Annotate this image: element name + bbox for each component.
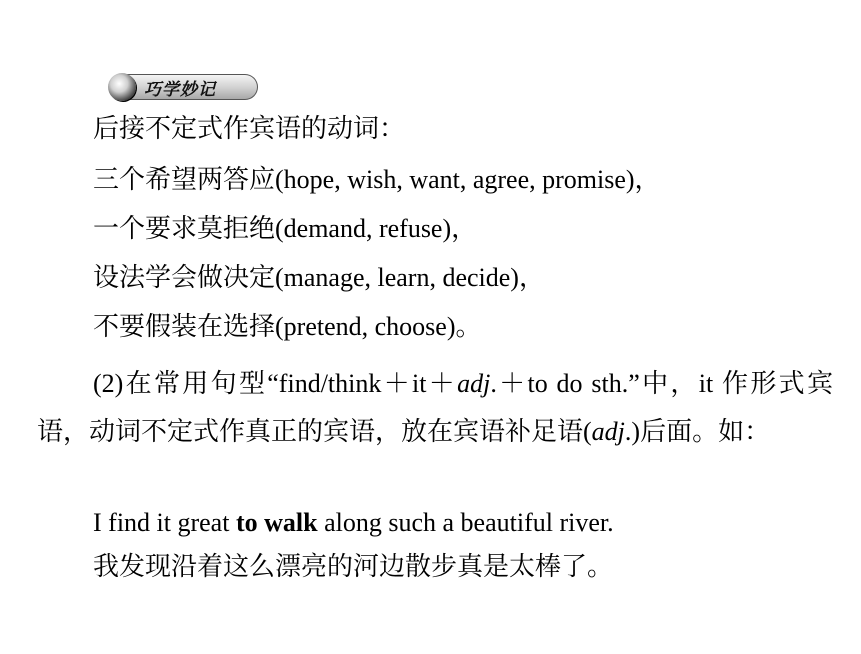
example-en-bold: to walk — [235, 508, 318, 537]
grammar-note-paragraph — [37, 360, 833, 456]
mnemonic-line-2: 一个要求莫拒绝(demand, refuse)， — [93, 214, 478, 243]
note-text-2: .＋to do sth.”中，it 作形式宾语，动词不定式作真正的宾语，放在宾语补足语( — [37, 369, 833, 446]
mnemonic-heading: 后接不定式作宾语的动词： — [93, 114, 406, 143]
note-text-1: (2)在常用句型“find/think＋it＋ — [93, 369, 458, 398]
example-chinese: 我发现沿着这么漂亮的河边散步真是太棒了。 — [93, 552, 614, 581]
example-english — [93, 508, 614, 538]
note-text-3: .)后面。如： — [624, 417, 771, 446]
mnemonic-line-4: 不要假装在选择(pretend, choose)。 — [93, 312, 482, 341]
mnemonic-line-1: 三个希望两答应(hope, wish, want, agree, promise)， — [93, 165, 661, 194]
badge-label: 巧学妙记 — [144, 79, 216, 100]
note-adj-2: adj — [591, 417, 625, 446]
example-en-after: along such a beautiful river. — [317, 508, 614, 537]
note-adj-1: adj — [457, 369, 491, 398]
badge-bar — [126, 74, 258, 100]
example-en-before: I find it great — [93, 508, 236, 537]
badge-bullet-icon — [108, 73, 136, 101]
mnemonic-line-3: 设法学会做决定(manage, learn, decide)， — [93, 263, 545, 292]
tip-badge — [108, 72, 263, 102]
